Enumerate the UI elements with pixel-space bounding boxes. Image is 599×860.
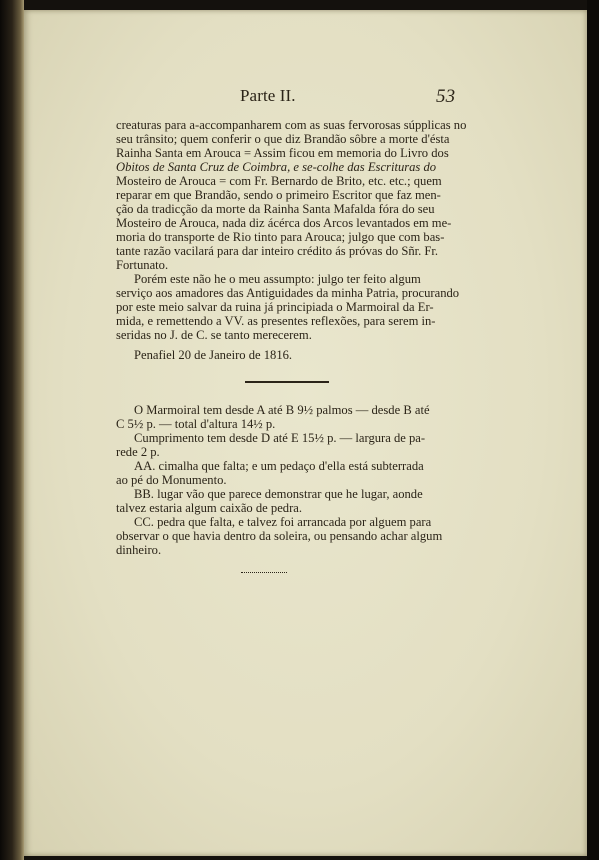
text-line: moria do transporte de Rio tinto para Arouca; julgo que com bas- [116,230,445,244]
text-line: ção da tradicção da morte da Rainha Santa Mafalda fóra do seu [116,202,435,216]
note-line: rede 2 p. [116,445,160,459]
text-line: Porém este não he o meu assumpto: julgo ter feito algum [134,272,421,286]
note-line: CC. pedra que falta, e talvez foi arrancada por alguem para [134,515,432,529]
text-line: Fortunato. [116,258,169,272]
dateline: Penafiel 20 de Janeiro de 1816. [134,348,293,362]
text-line: mida, e remettendo a VV. as presentes reflexões, para serem in- [116,314,436,328]
note-line: C 5½ p. — total d'altura 14½ p. [116,417,276,431]
text-line: por este meio salvar da ruina já principiada o Marmoiral da Er- [116,300,434,314]
text-line: seu trânsito; quem conferir o que diz Brandão sôbre a morte d'ésta [116,132,450,146]
note-line: AA. cimalha que falta; e um pedaço d'ella está subterrada [134,459,424,473]
note-line: dinheiro. [116,543,162,557]
page-number: 53 [436,86,456,107]
text-line: seridas no J. de C. se tanto merecerem. [116,328,312,342]
text-line: serviço aos amadores das Antiguidades da minha Patria, procurando [116,286,460,300]
text-line: Rainha Santa em Arouca = Assim ficou em memoria do Livro dos [116,146,449,160]
text-line: creaturas para a-accompanharem com as suas fervorosas súpplicas no [116,118,467,132]
section-divider [245,381,329,383]
text-line: Mosteiro de Arouca = com Fr. Bernardo de Brito, etc. etc.; quem [116,174,442,188]
text-line: Obitos de Santa Cruz de Coimbra, e se-colhe das Escrituras do [116,160,437,174]
end-ornament-rule [241,572,287,574]
text-line: reparar em que Brandão, sendo o primeiro Escritor que faz men- [116,188,441,202]
note-line: observar o que havia dentro da soleira, ou pensando achar algum [116,529,443,543]
note-line: O Marmoiral tem desde A até B 9½ palmos — desde B até [134,403,430,417]
running-header-title: Parte II. [240,86,296,105]
note-line: Cumprimento tem desde D até E 15½ p. — largura de pa- [134,431,426,445]
note-line: ao pé do Monumento. [116,473,227,487]
note-line: BB. lugar vão que parece demonstrar que he lugar, aonde [134,487,423,501]
text-line: Mosteiro de Arouca, nada diz ácérca dos Arcos levantados em me- [116,216,452,230]
scan-border [587,0,599,860]
book-spine-shadow [0,0,24,860]
note-line: talvez estaria algum caixão de pedra. [116,501,303,515]
text-line: tante razão vacilará para dar inteiro crédito ás próvas do Sñr. Fr. [116,244,439,258]
